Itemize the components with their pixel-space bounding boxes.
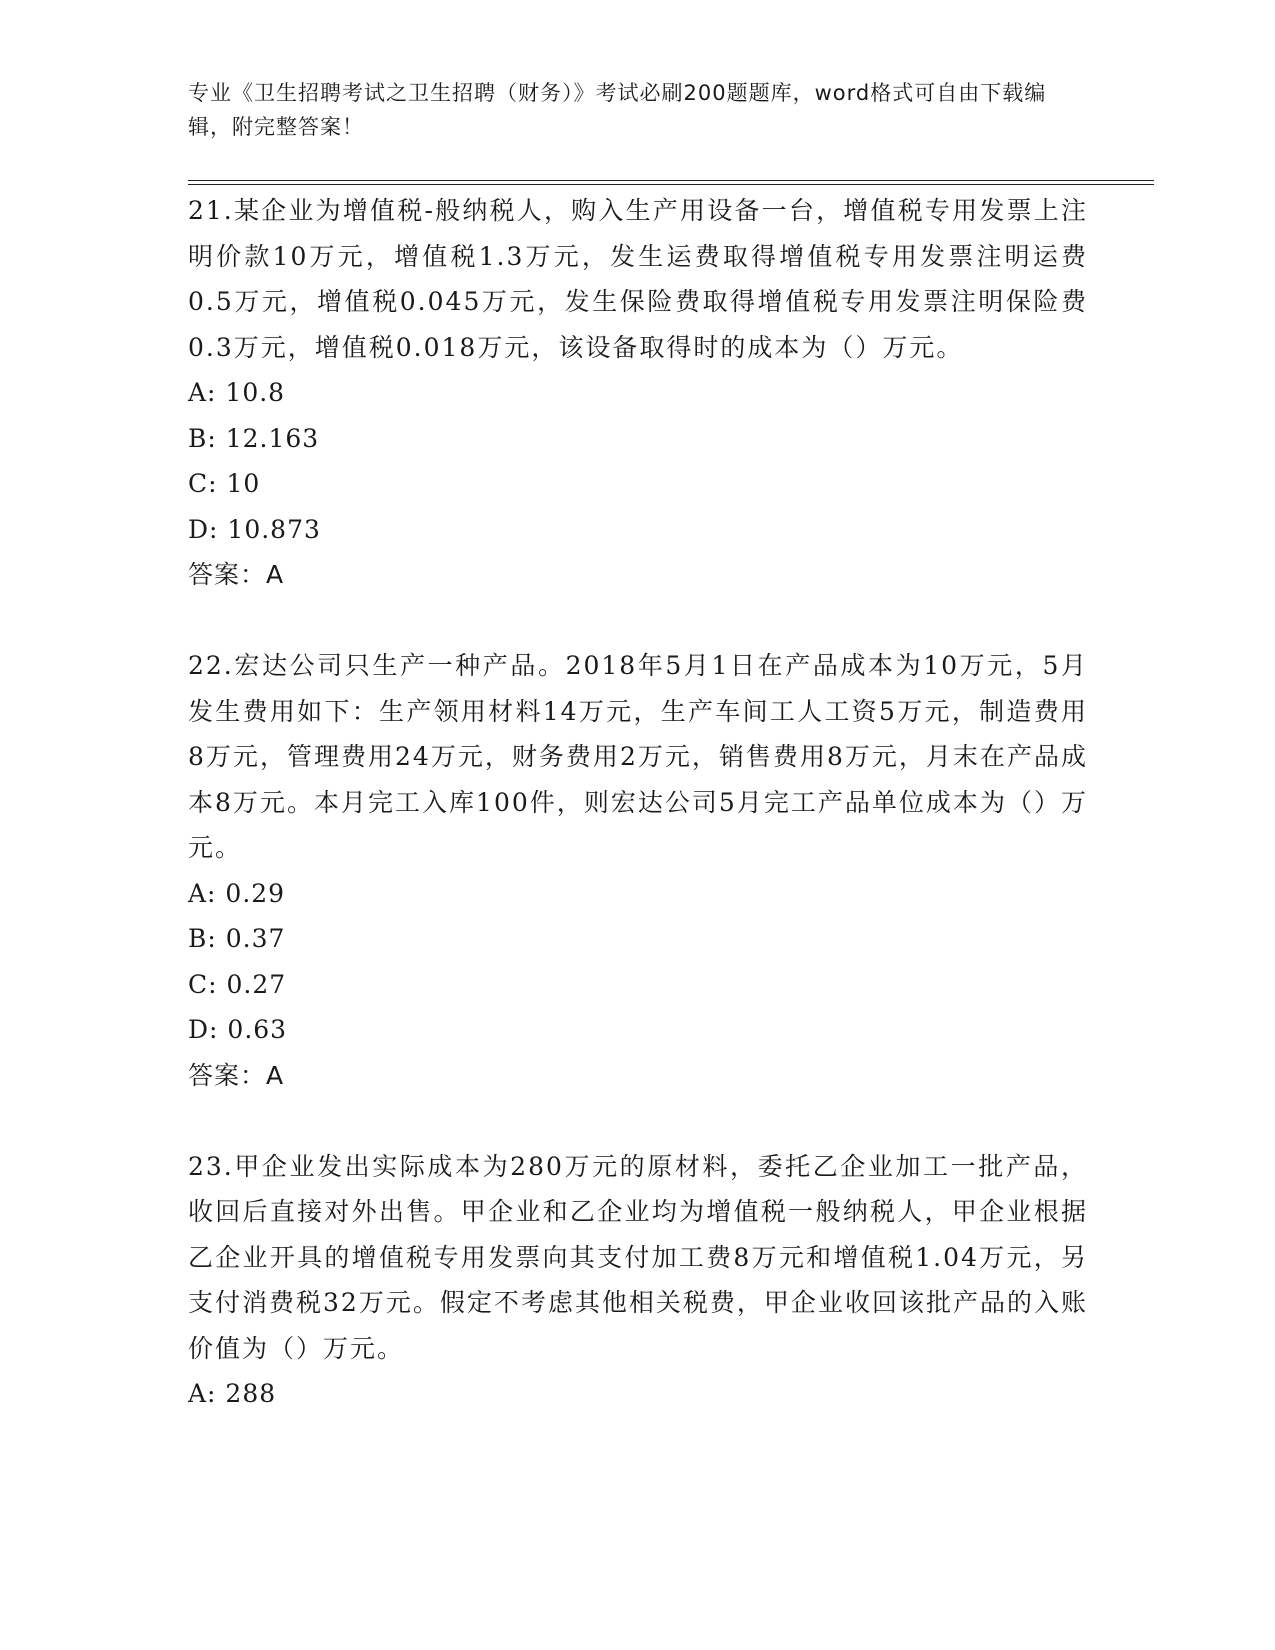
option-c: C: 0.27 xyxy=(188,969,287,999)
question-list xyxy=(188,188,1088,1417)
option-c: C: 10 xyxy=(188,469,261,498)
document-header: 专业《卫生招聘考试之卫生招聘（财务）》考试必刷200题题库，word格式可自由下载编辑，附完整答案！ xyxy=(188,81,1047,139)
question-stem: 22.宏达公司只生产一种产品。2018年5月1日在产品成本为10万元，5月发生费用如下：生产领用材料14万元，生产车间工人工资5万元，制造费用8万元，管理费用24万元，财务费用2万元，销售费用8万元，月末在产品成本8万元。本月完工入库100件，则宏达公司5月完工产品单位成本为（）万元。 xyxy=(188,651,1088,862)
option-b: B: 0.37 xyxy=(188,924,286,953)
header-divider-bottom xyxy=(188,184,1154,185)
question-22 xyxy=(188,643,1088,1098)
option-a: A: 288 xyxy=(188,1379,277,1408)
header-divider-top xyxy=(188,180,1154,181)
option-a: A: 10.8 xyxy=(188,378,286,407)
answer-line: 答案：A xyxy=(188,1060,285,1090)
question-spacer xyxy=(188,598,1088,644)
option-d: D: 0.63 xyxy=(188,1015,288,1044)
option-a: A: 0.29 xyxy=(188,878,286,908)
question-21 xyxy=(188,188,1088,598)
question-stem: 23.甲企业发出实际成本为280万元的原材料，委托乙企业加工一批产品，收回后直接对外出售。甲企业和乙企业均为增值税一般纳税人，甲企业根据乙企业开具的增值税专用发票向其支付加工费8万元和增值税1.04万元，另支付消费税32万元。假定不考虑其他相关税费，甲企业收回该批产品的入账价值为（）万元。 xyxy=(188,1151,1088,1363)
option-b: B: 12.163 xyxy=(188,423,320,453)
option-d: D: 10.873 xyxy=(188,514,321,544)
question-23 xyxy=(188,1144,1088,1417)
question-spacer xyxy=(188,1098,1088,1144)
answer-line: 答案：A xyxy=(188,560,285,589)
question-stem: 21.某企业为增值税-般纳税人，购入生产用设备一台，增值税专用发票上注明价款10万元，增值税1.3万元，发生运费取得增值税专用发票注明运费0.5万元，增值税0.045万元，发生保险费取得增值税专用发票注明保险费0.3万元，增值税0.018万元，该设备取得时的成本为（）万元。 xyxy=(188,196,1088,362)
